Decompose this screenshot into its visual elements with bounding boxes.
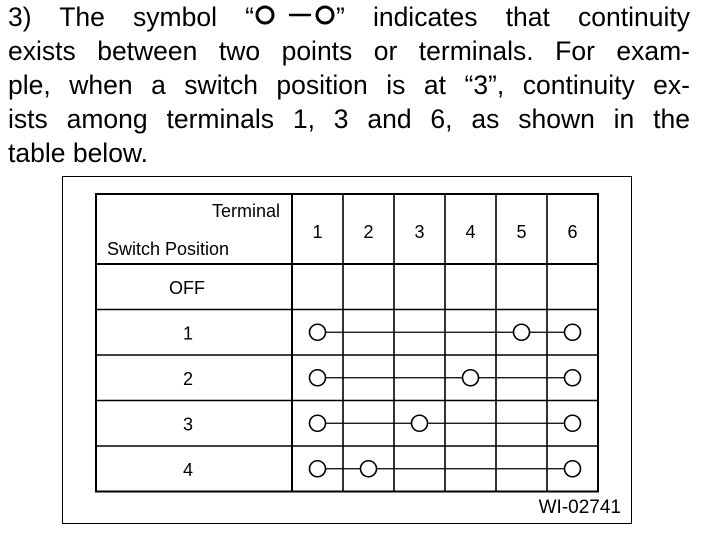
switch-position-label: 3 — [183, 414, 194, 435]
continuity-point-icon — [565, 324, 581, 340]
terminal-number-label: 5 — [516, 222, 527, 242]
continuity-point-icon — [310, 324, 326, 340]
header-switch-position-label: Switch Position — [107, 239, 230, 259]
paragraph-line-4: ists among terminals 1, 3 and 6, as shown in the — [8, 104, 690, 134]
continuity-symbol-icon — [254, 0, 336, 34]
paragraph-line-5: table below. — [8, 138, 148, 168]
continuity-point-icon — [310, 461, 326, 477]
paragraph-line-3: ple, when a switch position is at “3”, continuity ex- — [8, 70, 690, 100]
continuity-point-icon — [514, 324, 530, 340]
instruction-paragraph — [8, 0, 690, 170]
continuity-point-icon — [310, 370, 326, 386]
header-terminal-label: Terminal — [211, 201, 280, 221]
switch-position-label: OFF — [169, 277, 205, 298]
switch-position-label: 1 — [183, 323, 194, 344]
terminal-number-label: 2 — [363, 222, 374, 242]
continuity-point-icon — [565, 370, 581, 386]
continuity-point-icon — [361, 461, 377, 477]
figure-id-label: WI-02741 — [538, 497, 621, 518]
paragraph-line-2: exists between two points or terminals. For exam- — [8, 36, 690, 66]
terminal-number-label: 6 — [567, 222, 578, 242]
terminal-number-label: 3 — [414, 222, 425, 242]
continuity-point-icon — [565, 461, 581, 477]
terminal-number-label: 1 — [312, 222, 323, 242]
continuity-point-icon — [412, 415, 428, 431]
switch-position-label: 4 — [183, 459, 194, 480]
switch-position-label: 2 — [183, 368, 194, 389]
paragraph-line-1 — [8, 0, 690, 34]
continuity-point-icon — [565, 415, 581, 431]
line1-text-a: 3) The symbol “ — [8, 2, 254, 32]
continuity-point-icon — [463, 370, 479, 386]
line1-text-b: ” indicates that continuity — [335, 2, 690, 32]
figure-frame — [62, 176, 632, 524]
continuity-table-diagram — [63, 177, 630, 522]
continuity-point-icon — [310, 415, 326, 431]
terminal-number-label: 4 — [465, 222, 476, 242]
